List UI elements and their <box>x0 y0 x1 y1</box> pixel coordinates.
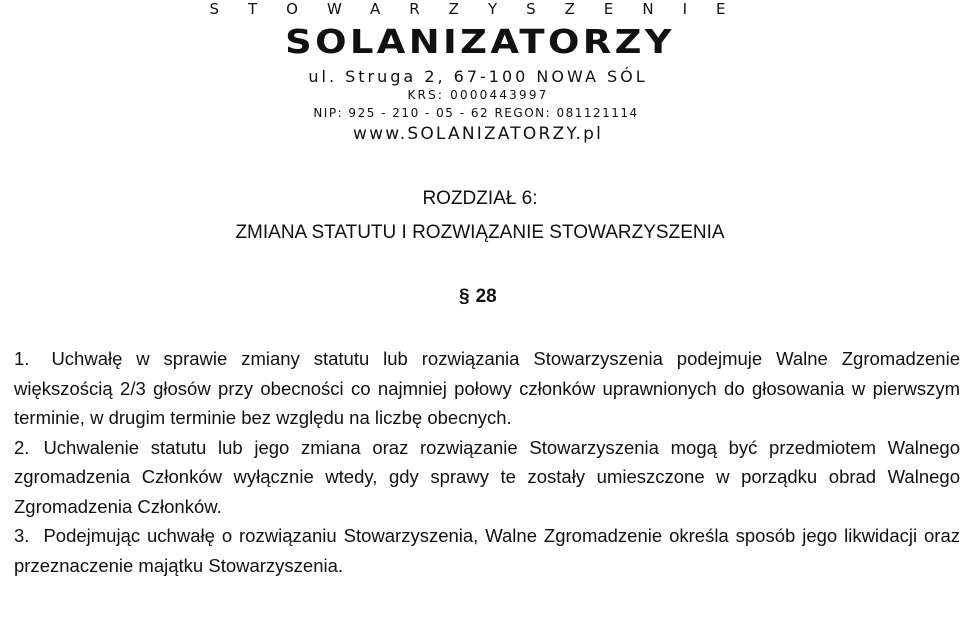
list-item-number: 3. <box>14 525 30 546</box>
letterhead-organization-name: SOLANIZATORZY <box>285 22 675 61</box>
letterhead-association-label: STOWARZYSZENIE <box>209 0 755 18</box>
list-item-text: Podejmując uchwałę o rozwiązaniu Stowarzyszenia, Walne Zgromadzenie określa sposób jego likwidacji oraz przeznaczenie majątku Stowarzyszenia. <box>14 525 960 576</box>
list-item-text: Uchwałę w sprawie zmiany statutu lub rozwiązania Stowarzyszenia podejmuje Walne Zgromadzenie większością 2/3 głosów przy obecności co najmniej połowy członków uprawnionych do głosowania w pierwszym terminie, w drugim terminie bez względu na liczbę obecnych. <box>14 348 960 428</box>
list-item-number: 1. <box>14 348 30 369</box>
paragraph-heading <box>459 286 497 308</box>
paragraph-number: 28 <box>475 286 497 307</box>
chapter-title: ZMIANA STATUTU I ROZWIĄZANIE STOWARZYSZENIA <box>235 222 725 243</box>
document-body <box>14 344 960 580</box>
letterhead-website: www.SOLANIZATORZY.pl <box>353 124 603 144</box>
list-item <box>14 433 960 522</box>
list-item <box>14 521 960 580</box>
chapter-number: ROZDZIAŁ 6: <box>422 188 538 209</box>
list-item-number: 2. <box>14 436 30 458</box>
list-item-text: Uchwalenie statutu lub jego zmiana oraz rozwiązanie Stowarzyszenia mogą być przedmiotem Walnego zgromadzenia Członków wyłącznie wtedy, gdy sprawy te zostały umieszczone w porządku obrad Walnego Zgromadzenia Członków. <box>14 436 960 517</box>
letterhead <box>0 0 960 150</box>
letterhead-krs: KRS: 0000443997 <box>407 88 549 102</box>
list-item <box>14 344 960 433</box>
letterhead-address: ul. Struga 2, 67-100 NOWA SÓL <box>308 67 648 86</box>
section-sign: § <box>459 286 470 307</box>
letterhead-nip-regon: NIP: 925 - 210 - 05 - 62 REGON: 081121114 <box>313 106 639 120</box>
